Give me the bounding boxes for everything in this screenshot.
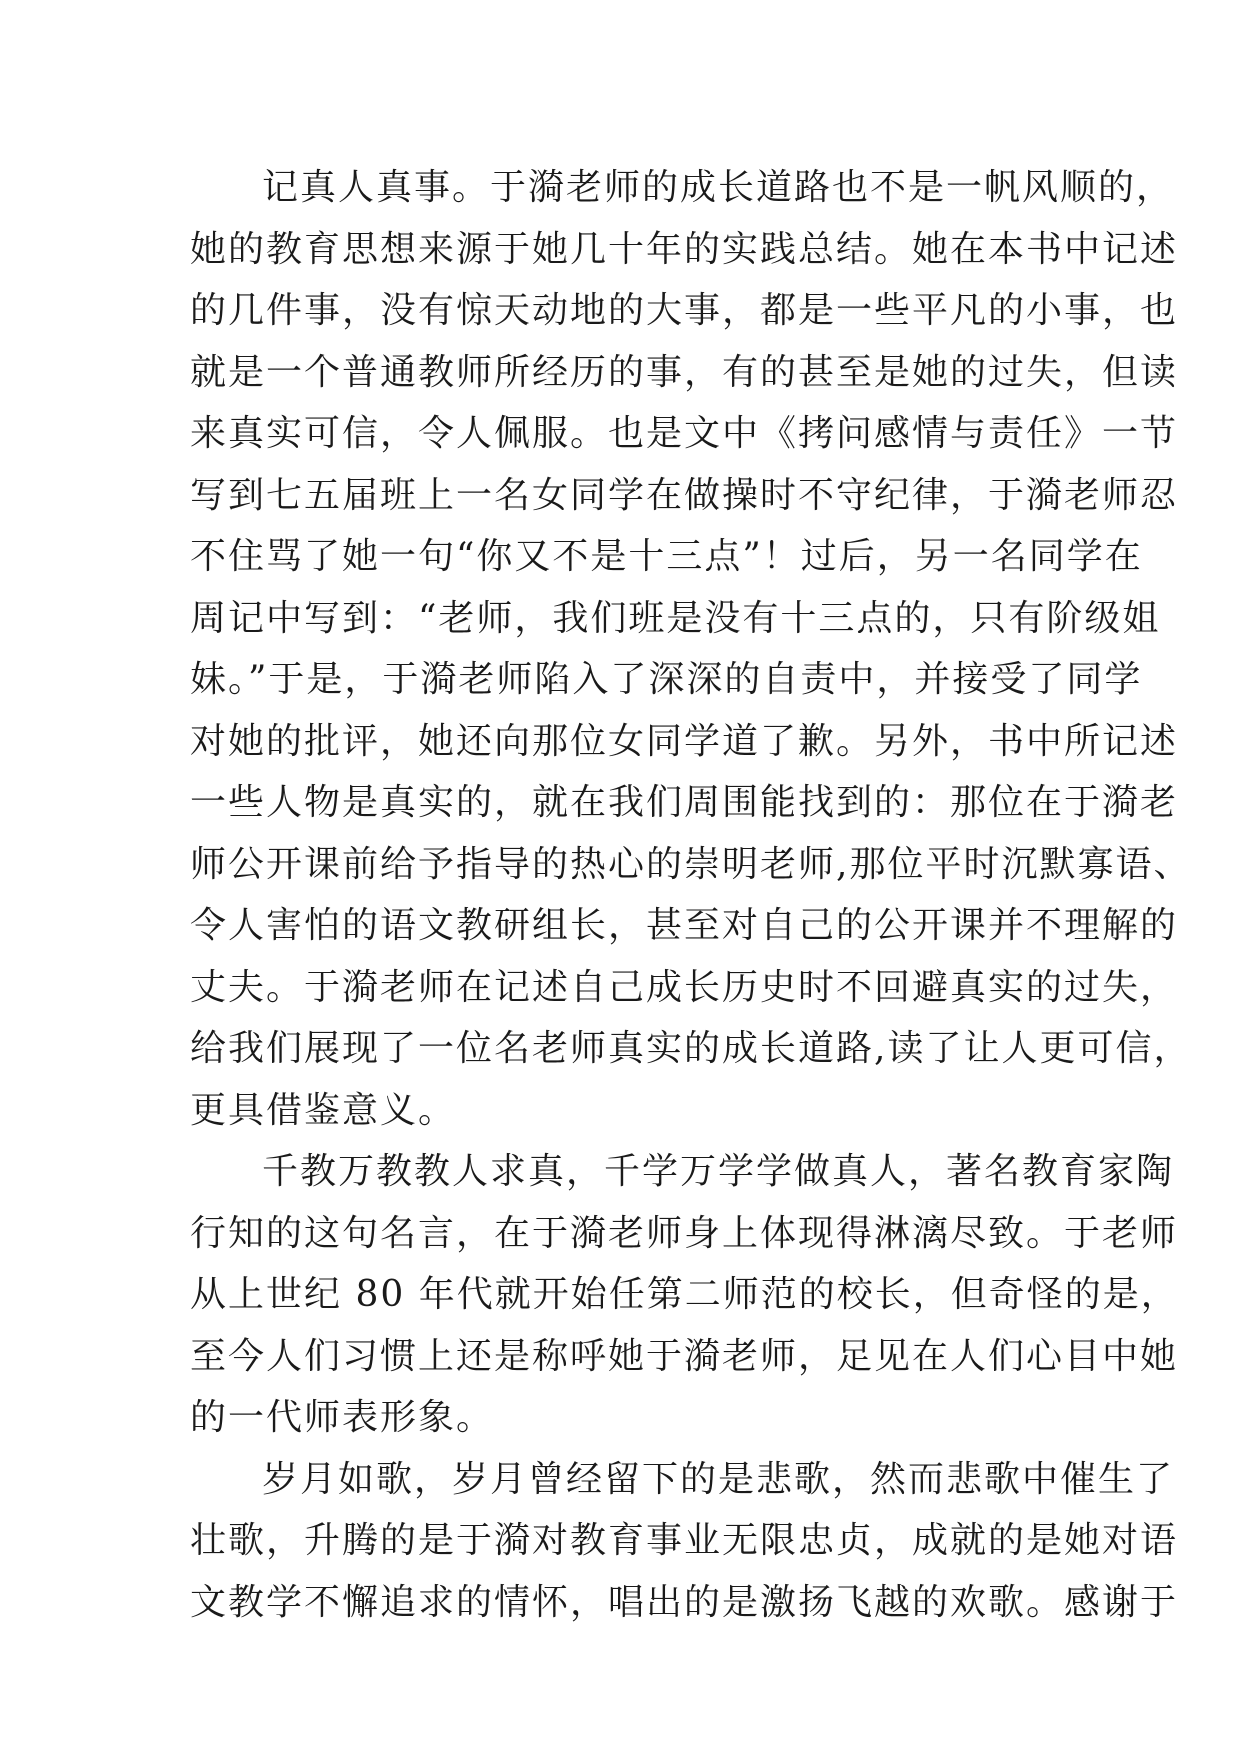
text-line: 从上世纪 80 年代就开始任第二师范的校长，但奇怪的是， xyxy=(190,1274,1179,1315)
text-line: 就是一个普通教师所经历的事，有的甚至是她的过失，但读 xyxy=(190,351,1179,393)
text-line: 她的教育思想来源于她几十年的实践总结。她在本书中记述 xyxy=(190,228,1179,270)
text-line: 的几件事，没有惊天动地的大事，都是一些平凡的小事，也 xyxy=(190,290,1179,331)
text-line: 对她的批评，她还向那位女同学道了歉。另外，书中所记述 xyxy=(190,720,1179,762)
text-line: 千教万教教人求真，千学万学学做真人，著名教育家陶 xyxy=(262,1151,1175,1192)
document-body xyxy=(190,157,1192,1633)
text-line: 给我们展现了一位名老师真实的成长道路,读了让人更可信， xyxy=(190,1028,1192,1069)
text-line: 师公开课前给予指导的热心的崇明老师,那位平时沉默寡语、 xyxy=(190,843,1192,885)
text-line: 行知的这句名言，在于漪老师身上体现得淋漓尽致。于老师 xyxy=(190,1212,1179,1254)
paragraph-3 xyxy=(190,1449,1179,1634)
paragraph-1 xyxy=(190,157,1192,1141)
text-line: 一些人物是真实的，就在我们周围能找到的：那位在于漪老 xyxy=(190,782,1179,823)
text-line: 文教学不懈追求的情怀，唱出的是激扬飞越的欢歌。感谢于 xyxy=(190,1581,1179,1623)
text-line: 不住骂了她一句“你又不是十三点”！过后，另一名同学在 xyxy=(190,536,1143,577)
text-line: 妹。”于是，于漪老师陷入了深深的自责中，并接受了同学 xyxy=(190,659,1143,700)
text-line: 的一代师表形象。 xyxy=(190,1397,495,1438)
paragraph-2 xyxy=(190,1141,1179,1449)
text-line: 记真人真事。于漪老师的成长道路也不是一帆风顺的， xyxy=(262,167,1175,208)
text-line: 岁月如歌，岁月曾经留下的是悲歌，然而悲歌中催生了 xyxy=(262,1458,1175,1500)
text-line: 写到七五届班上一名女同学在做操时不守纪律，于漪老师忍 xyxy=(190,474,1179,516)
text-line: 壮歌，升腾的是于漪对教育事业无限忠贞，成就的是她对语 xyxy=(190,1520,1179,1561)
text-line: 丈夫。于漪老师在记述自己成长历史时不回避真实的过失， xyxy=(190,966,1179,1008)
text-line: 至今人们习惯上还是称呼她于漪老师，足见在人们心目中她 xyxy=(190,1335,1179,1377)
text-line: 令人害怕的语文教研组长，甚至对自己的公开课并不理解的 xyxy=(190,905,1179,946)
text-line: 周记中写到：“老师，我们班是没有十三点的，只有阶级姐 xyxy=(190,597,1161,639)
text-line: 更具借鉴意义。 xyxy=(190,1089,457,1131)
text-line: 来真实可信，令人佩服。也是文中《拷问感情与责任》一节 xyxy=(190,413,1179,454)
